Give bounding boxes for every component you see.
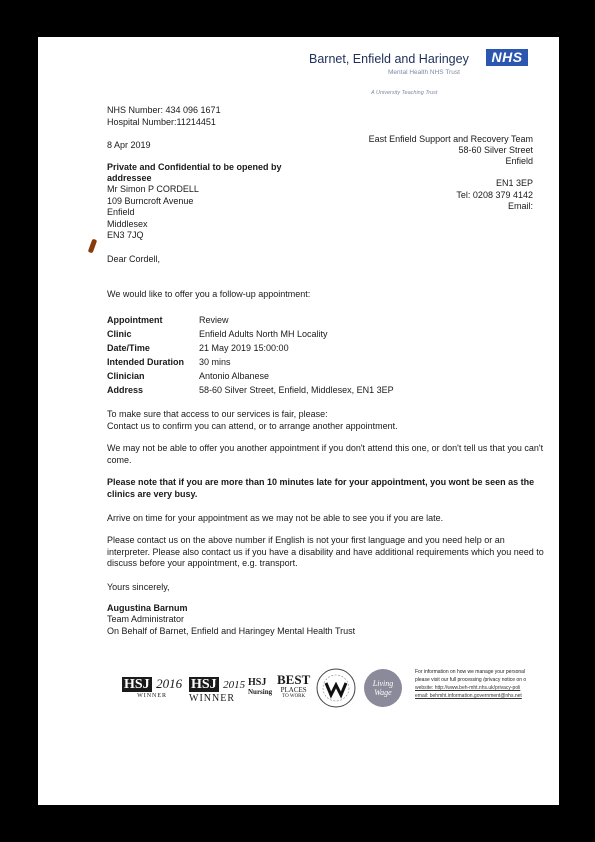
hospital-number: Hospital Number:11214451 [107, 117, 216, 127]
letter-date: 8 Apr 2019 [107, 140, 151, 150]
table-row [107, 327, 394, 341]
recipient-address-line: 109 Burncroft Avenue [107, 196, 194, 206]
closing: Yours sincerely, [107, 582, 170, 592]
table-row [107, 355, 394, 369]
sender-team: East Enfield Support and Recovery Team [368, 134, 533, 144]
detail-value: 58-60 Silver Street, Enfield, Middlesex, EN1 3EP [199, 385, 394, 395]
detail-label: Clinic [107, 329, 132, 339]
table-row [107, 369, 394, 383]
nhs-logo: NHS [486, 49, 528, 66]
access-paragraph [107, 409, 547, 432]
detail-label: Appointment [107, 315, 163, 325]
recipient-name: Mr Simon P CORDELL [107, 184, 199, 194]
detail-value: Enfield Adults North MH Locality [199, 329, 328, 339]
detail-value: 21 May 2019 15:00:00 [199, 343, 289, 353]
privacy-info: For information on how we manage your personal please visit our full processing /privacy notice on o website: http://www.beh-mht.nhs.uk/privacy-poli email: behmht.information.government@nhs.net [415, 669, 527, 699]
nhs-number: NHS Number: 434 096 1671 [107, 105, 221, 115]
detail-value: Antonio Albanese [199, 371, 270, 381]
table-row [107, 341, 394, 355]
sender-tel: Tel: 0208 379 4142 [456, 190, 533, 200]
sender-town: Enfield [505, 156, 533, 166]
confidential-line: Private and Confidential to be opened by [107, 162, 282, 172]
table-row [107, 383, 394, 397]
detail-label: Intended Duration [107, 357, 184, 367]
contact-paragraph: Please contact us on the above number if English is not your first language and you need help or an interpreter. Please also contact us if you have a disability and have additional requirements which you need to discuss before your appointment, e.g. transport. [107, 535, 544, 568]
page-number: 109 [287, 787, 308, 802]
detail-label: Clinician [107, 371, 145, 381]
ink-mark [88, 239, 97, 254]
award-logos [122, 667, 452, 709]
access-line-1: To make sure that access to our services is fair, please: [107, 409, 328, 419]
no-show-paragraph: We may not be able to offer you another appointment if you don't attend this one, or don't tell us that you can't come. [107, 443, 544, 465]
recipient-address-line: EN3 7JQ [107, 230, 144, 240]
sender-email: Email: [507, 201, 533, 211]
best-places-to-work-logo: BEST PLACES TO WORK [277, 672, 311, 699]
recipient-address-line: Enfield [107, 207, 135, 217]
detail-value: Review [199, 315, 229, 325]
confidential-line-2: addressee [107, 173, 152, 183]
living-wage-logo: Living Wage [364, 669, 402, 707]
sender-street: 58-60 Silver Street [458, 145, 533, 155]
signatory-behalf: On Behalf of Barnet, Enfield and Haringey Mental Health Trust [107, 626, 356, 636]
table-row [107, 313, 394, 327]
privacy-policy-link[interactable]: website: http://www.beh-mht.nhs.uk/privacy-poli [415, 685, 521, 691]
signatory-name: Augustina Barnum [107, 603, 188, 613]
detail-label: Date/Time [107, 343, 150, 353]
hsj-nursing-logo: HSJ Nursing [248, 677, 273, 696]
intro-text: We would like to offer you a follow-up appointment: [107, 289, 311, 299]
signatory-role: Team Administrator [107, 614, 185, 624]
arrive-paragraph: Arrive on time for your appointment as we may not be able to see you if you are late. [107, 513, 444, 523]
detail-label: Address [107, 385, 144, 395]
trust-subtitle: Mental Health NHS Trust [388, 69, 460, 76]
appointment-details-table [107, 313, 394, 397]
sender-postcode: EN1 3EP [495, 178, 533, 188]
trust-tagline: A University Teaching Trust [371, 90, 438, 96]
access-line-2: Contact us to confirm you can attend, or to arrange another appointment. [107, 420, 398, 431]
information-governance-email-link[interactable]: email: behmht.information.government@nhs.net [415, 693, 522, 699]
letter-page [38, 37, 559, 805]
salutation: Dear Cordell, [107, 254, 161, 264]
trust-name: Barnet, Enfield and Haringey [309, 52, 469, 66]
detail-value: 30 mins [199, 357, 231, 367]
recipient-address-line: Middlesex [107, 219, 148, 229]
disability-confident-logo [315, 667, 357, 714]
hsj-2015-award-logo: HSJ 2015 WINNER [189, 677, 246, 704]
late-warning-paragraph: Please note that if you are more than 10 minutes late for your appointment, you wont be seen as the clinics are very busy. [107, 477, 535, 499]
hsj-2016-award-logo: HSJ 2016 WINNER [124, 676, 183, 699]
